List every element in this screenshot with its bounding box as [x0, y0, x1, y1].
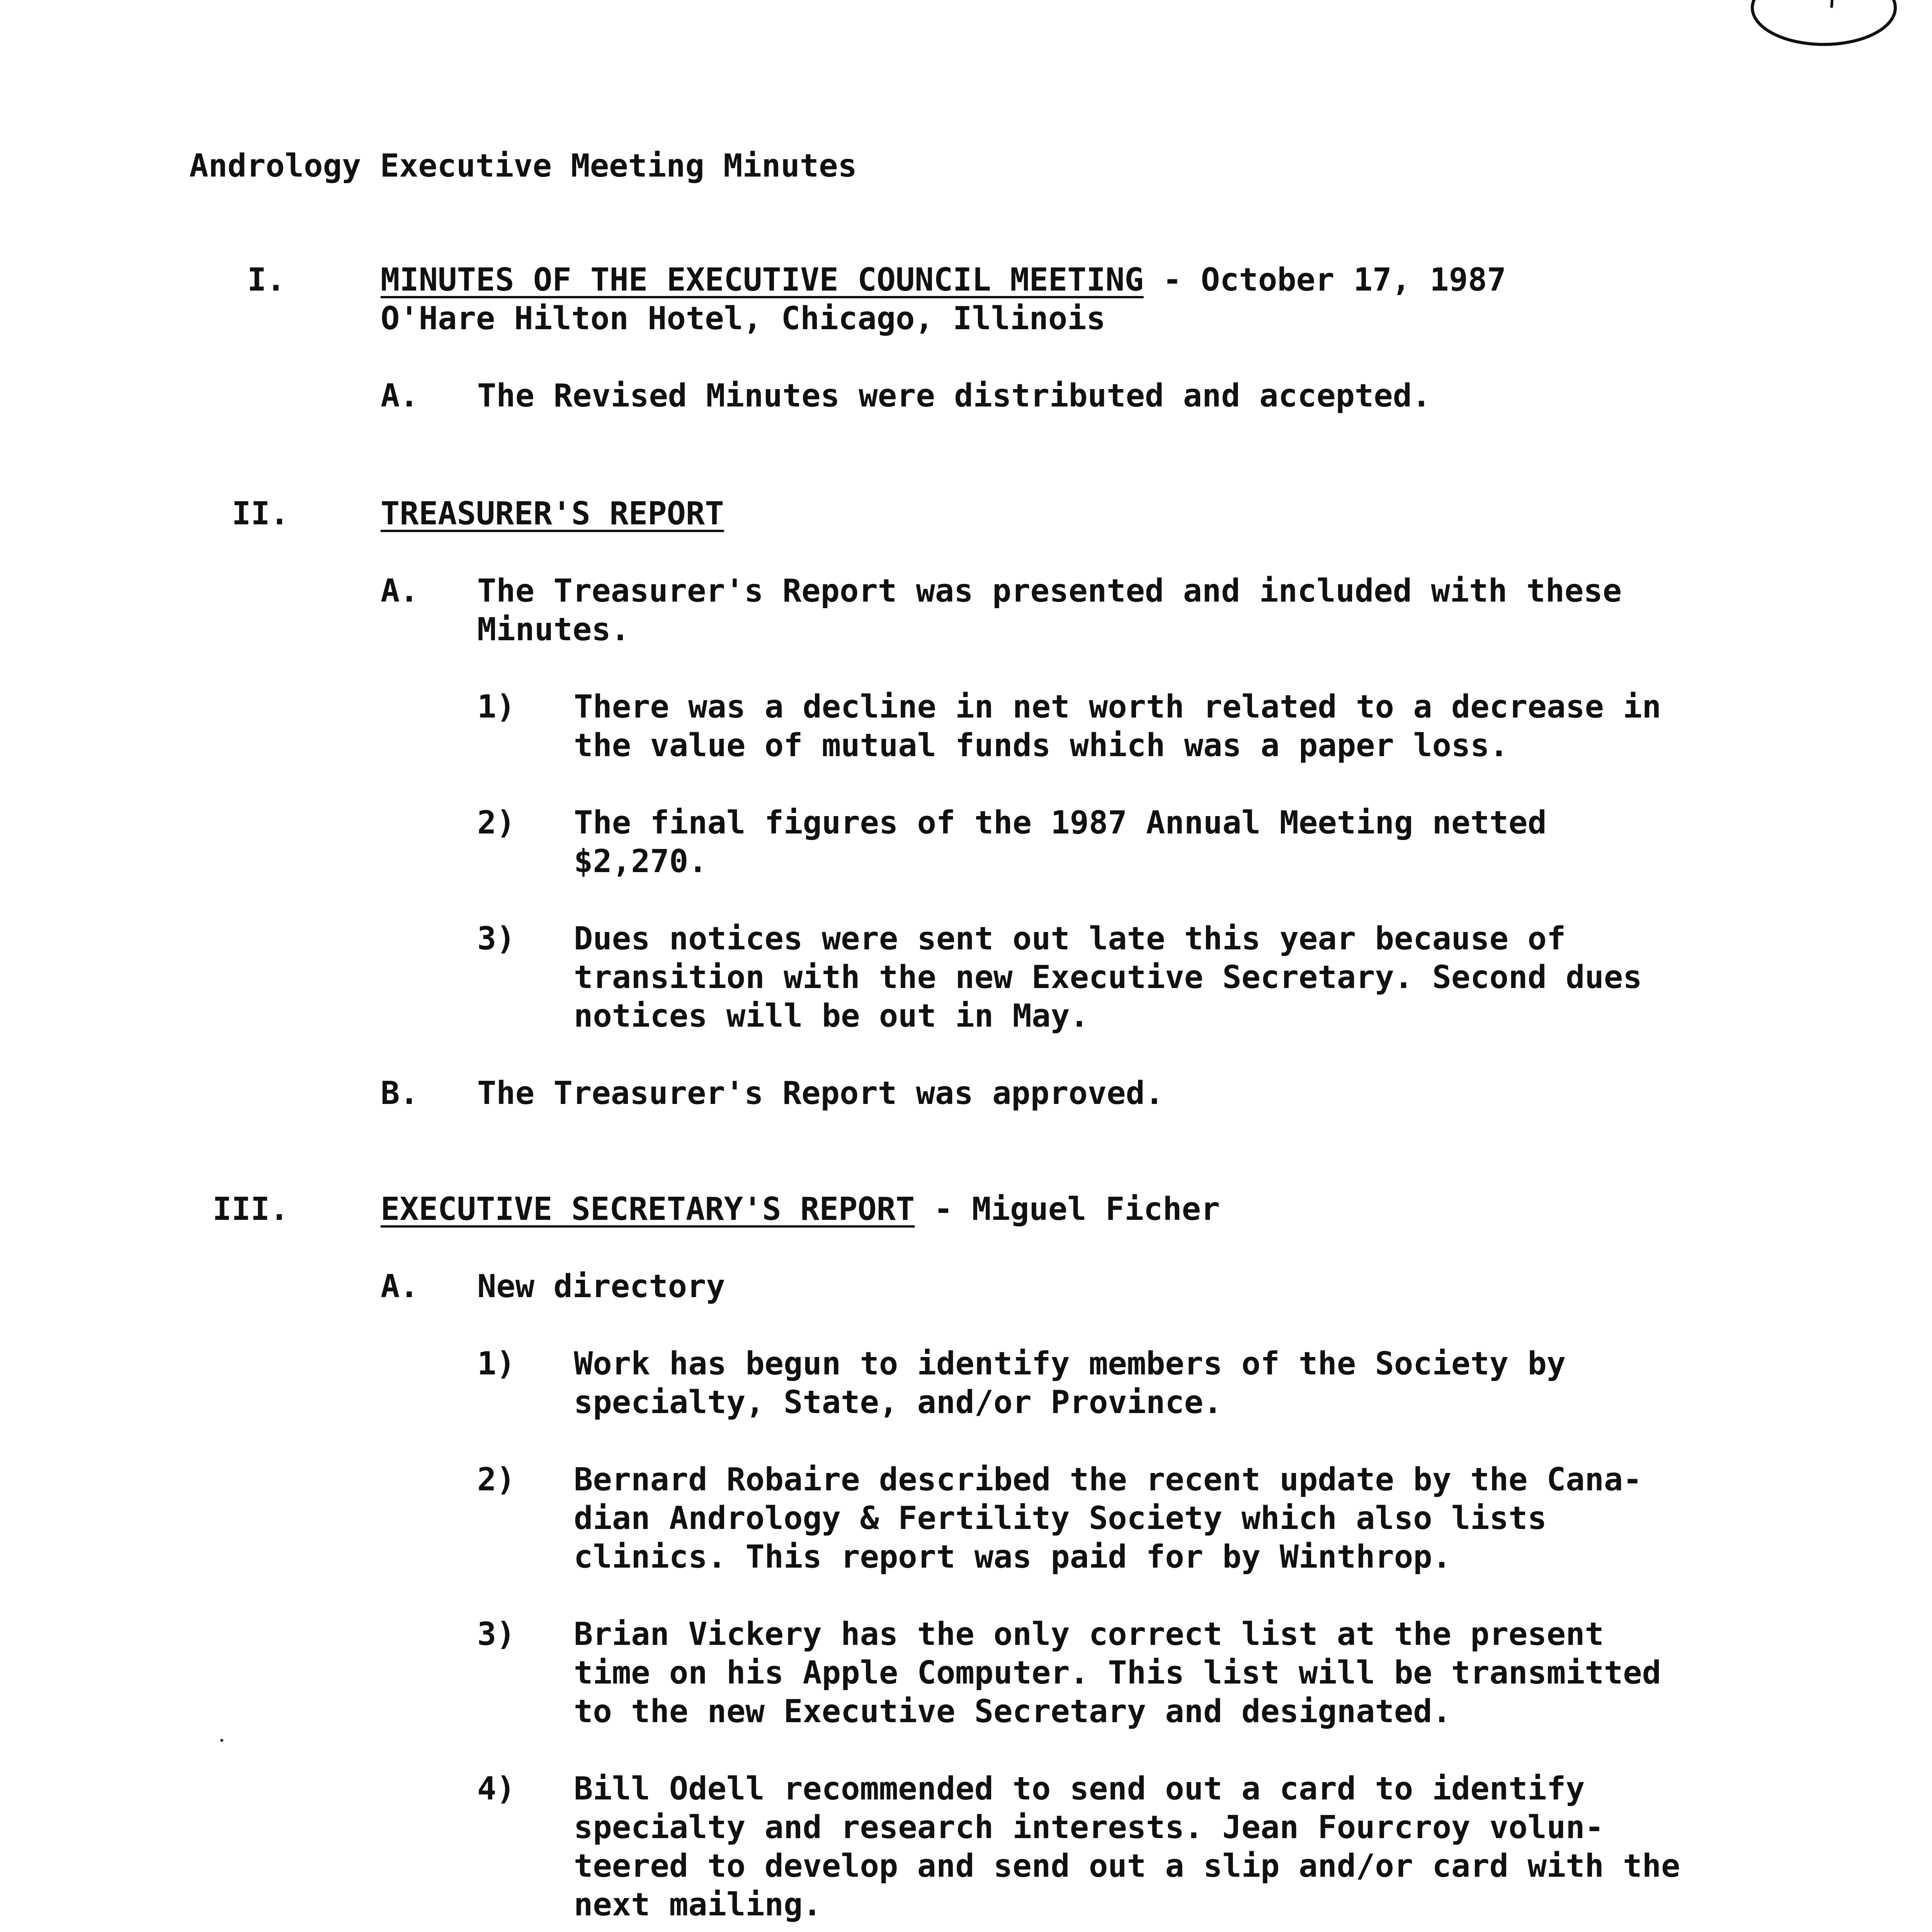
- section-3-sub-1-line-1: Work has begun to identify members of the Society by: [574, 1345, 1566, 1382]
- section-3-sub-1-line-2: specialty, State, and/or Province.: [574, 1384, 1223, 1421]
- section-3-sub-3-line-1: Brian Vickery has the only correct list at the present: [574, 1616, 1604, 1653]
- section-3-sub-2-line-2: dian Andrology & Fertility Society which also lists: [574, 1500, 1547, 1537]
- section-2-sub-1-num: 1): [477, 689, 515, 725]
- section-heading-3-text: EXECUTIVE SECRETARY'S REPORT: [381, 1191, 915, 1228]
- section-heading-1-suffix: - October 17, 1987: [1163, 262, 1506, 298]
- section-2-item-b-letter: B.: [381, 1075, 419, 1112]
- section-2-sub-1-line-2: the value of mutual funds which was a paper loss.: [574, 727, 1509, 764]
- section-3-sub-4-line-1: Bill Odell recommended to send out a card to identify: [574, 1770, 1585, 1807]
- scan-speck: [220, 1739, 223, 1742]
- section-3-item-a-letter: A.: [381, 1268, 419, 1305]
- section-numeral-1: I.: [247, 262, 286, 298]
- section-2-sub-3-line-3: notices will be out in May.: [574, 998, 1089, 1034]
- section-2-sub-1-line-1: There was a decline in net worth related to a decrease in: [574, 689, 1661, 725]
- section-3-sub-1-num: 1): [477, 1345, 515, 1382]
- section-3-sub-4-line-4: next mailing.: [574, 1886, 822, 1923]
- section-2-sub-2-num: 2): [477, 804, 515, 841]
- section-2-item-a-text-2: Minutes.: [477, 611, 630, 648]
- section-2-item-b-text: The Treasurer's Report was approved.: [477, 1075, 1164, 1112]
- section-2-item-a-text-1: The Treasurer's Report was presented and included with these: [477, 573, 1622, 609]
- section-3-sub-3-line-2: time on his Apple Computer. This list will be transmitted: [574, 1655, 1661, 1691]
- section-1-location: O'Hare Hilton Hotel, Chicago, Illinois: [381, 300, 1105, 337]
- section-2-sub-2-line-1: The final figures of the 1987 Annual Meeting netted: [574, 804, 1547, 841]
- section-numeral-3: III.: [213, 1191, 289, 1228]
- section-numeral-2: II.: [232, 495, 289, 532]
- section-3-sub-4-num: 4): [477, 1770, 515, 1807]
- section-heading-1-text: MINUTES OF THE EXECUTIVE COUNCIL MEETING: [381, 262, 1144, 298]
- section-3-item-a-text: New directory: [477, 1268, 725, 1305]
- handwritten-circle-mark: [1747, 0, 1901, 54]
- section-2-sub-3-num: 3): [477, 920, 515, 957]
- section-3-sub-2-num: 2): [477, 1461, 515, 1498]
- section-heading-3-suffix: - Miguel Ficher: [934, 1191, 1220, 1228]
- section-2-sub-3-line-2: transition with the new Executive Secretary. Second dues: [574, 959, 1642, 996]
- section-3-sub-4-line-2: specialty and research interests. Jean Fourcroy volun-: [574, 1809, 1604, 1846]
- section-heading-3: [381, 1190, 1220, 1229]
- section-3-sub-4-line-3: teered to develop and send out a slip and/or card with the: [574, 1848, 1680, 1884]
- section-2-sub-3-line-1: Dues notices were sent out late this year because of: [574, 920, 1566, 957]
- section-3-sub-2-line-1: Bernard Robaire described the recent update by the Cana-: [574, 1461, 1642, 1498]
- section-2-sub-2-line-2: $2,270.: [574, 843, 707, 880]
- section-heading-1: [381, 261, 1506, 299]
- section-2-item-a-line-1: [477, 572, 1687, 611]
- section-1-item-a-text: The Revised Minutes were distributed and accepted.: [477, 378, 1431, 414]
- section-3-sub-3-line-3: to the new Executive Secretary and designated.: [574, 1693, 1451, 1730]
- section-heading-2: TREASURER'S REPORT: [381, 495, 724, 532]
- section-3-sub-2-line-3: clinics. This report was paid for by Winthrop.: [574, 1539, 1451, 1575]
- document-title: Andrology Executive Meeting Minutes: [189, 148, 857, 184]
- section-3-sub-3-num: 3): [477, 1616, 515, 1653]
- section-1-item-a-letter: A.: [381, 378, 419, 414]
- section-2-item-a-letter: A.: [381, 573, 419, 609]
